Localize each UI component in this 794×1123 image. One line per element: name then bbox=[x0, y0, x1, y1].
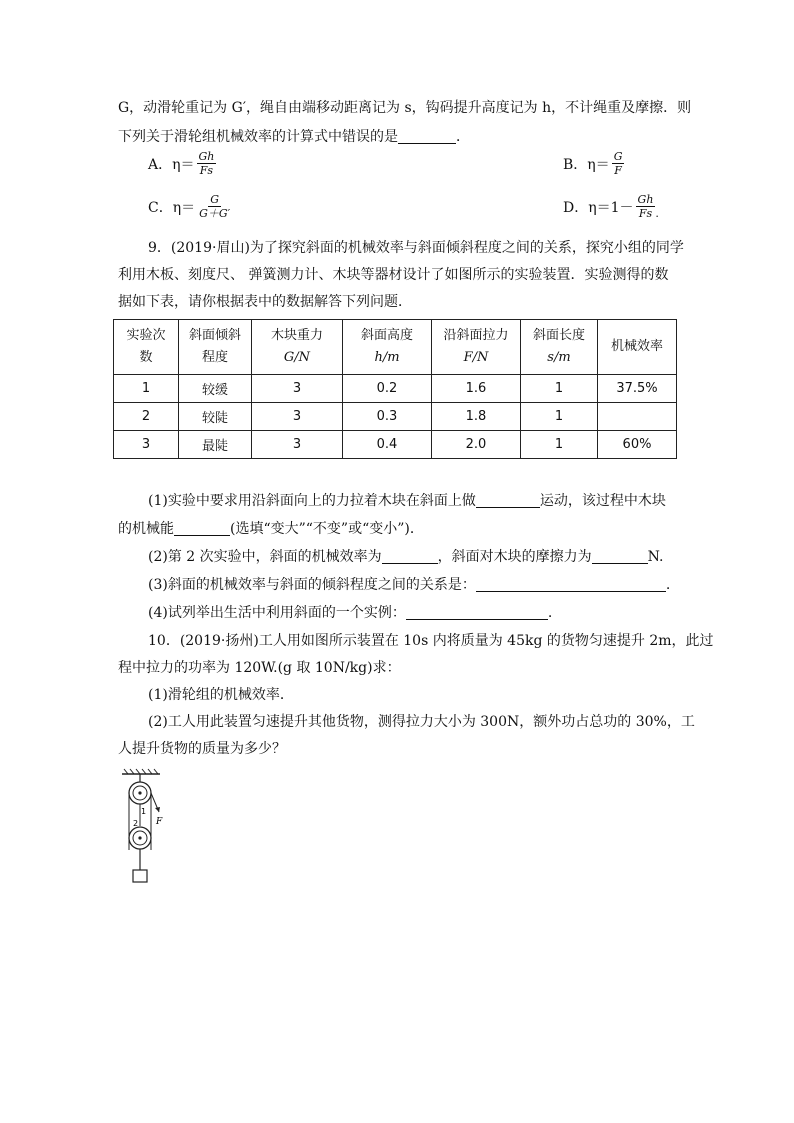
header-trial-line2: 数 bbox=[139, 350, 153, 365]
q9-sub1b-blank[interactable] bbox=[174, 520, 230, 536]
header-efficiency bbox=[598, 320, 677, 375]
table-cell: 3 bbox=[252, 403, 343, 431]
option-b-denominator: F bbox=[614, 164, 622, 177]
q9-line-3: 据如下表，请你根据表中的数据解答下列问题． bbox=[118, 294, 412, 310]
q8-option-b[interactable] bbox=[563, 150, 624, 177]
header-incline-line1: 斜面倾斜 bbox=[188, 328, 241, 343]
table-cell: 37.5% bbox=[598, 375, 677, 403]
header-length bbox=[521, 320, 598, 375]
ceiling-support bbox=[122, 769, 160, 782]
table-cell: 2 bbox=[114, 403, 179, 431]
table-cell: 最陡 bbox=[179, 431, 252, 459]
table-cell: 较陡 bbox=[179, 403, 252, 431]
q9-sub3-blank[interactable] bbox=[476, 576, 666, 592]
q8-answer-blank[interactable] bbox=[398, 128, 456, 144]
header-height-line1: 斜面高度 bbox=[360, 328, 413, 343]
header-length-line2: s/m bbox=[547, 350, 571, 365]
table-cell: 0.2 bbox=[343, 375, 432, 403]
option-d-end: . bbox=[655, 207, 659, 220]
header-weight bbox=[252, 320, 343, 375]
option-c-numerator: G bbox=[210, 193, 220, 206]
q8-line-1 bbox=[118, 97, 691, 119]
q9-sub1-text-b: 运动，该过程中木块 bbox=[539, 493, 666, 509]
header-trial bbox=[114, 320, 179, 375]
header-weight-line1: 木块重力 bbox=[270, 328, 323, 343]
table-cell: 0.4 bbox=[343, 431, 432, 459]
option-d-numerator: Gh bbox=[637, 193, 654, 206]
header-incline bbox=[179, 320, 252, 375]
table-cell: 60% bbox=[598, 431, 677, 459]
pulley1-label: 1 bbox=[141, 807, 147, 816]
q9-sub2-text-a: (2)第 2 次实验中，斜面的机械效率为 bbox=[148, 549, 382, 565]
q8-option-d[interactable] bbox=[563, 193, 659, 220]
q9-sub1 bbox=[148, 490, 666, 512]
option-a-fraction bbox=[197, 150, 217, 177]
option-c-label: C．η＝ bbox=[148, 199, 196, 216]
option-b-fraction bbox=[612, 150, 625, 177]
table-cell: 1.8 bbox=[432, 403, 521, 431]
q9-sub1b-text-b: (选填“变大”“不变”或“变小”)． bbox=[230, 521, 424, 537]
fixed-pulley bbox=[129, 782, 151, 804]
q10-sub2: (2)工人用此装置匀速提升其他货物，测得拉力大小为 300N，额外功占总功的 30%，工 bbox=[148, 714, 695, 730]
q9-sub2-blank-friction[interactable] bbox=[592, 548, 648, 564]
q10-line-2: 程中拉力的功率为 120W.(g 取 10N/kg)求： bbox=[118, 660, 401, 676]
q9-sub2-text-c: N. bbox=[647, 549, 664, 565]
q9-sub4-text-a: (4)试列举出生活中利用斜面的一个实例： bbox=[148, 605, 406, 621]
cargo-block bbox=[133, 870, 147, 882]
option-a-numerator: Gh bbox=[198, 150, 215, 163]
table-cell: 1 bbox=[521, 375, 598, 403]
table-header-row bbox=[114, 320, 677, 375]
table-cell: 2.0 bbox=[432, 431, 521, 459]
q9-sub4-blank[interactable] bbox=[406, 604, 548, 620]
pulley2-label: 2 bbox=[133, 819, 139, 828]
header-length-line1: 斜面长度 bbox=[532, 328, 585, 343]
table-cell: 0.3 bbox=[343, 403, 432, 431]
table-row bbox=[114, 431, 677, 459]
header-force bbox=[432, 320, 521, 375]
option-d-fraction bbox=[636, 193, 656, 220]
table-cell-efficiency-blank[interactable] bbox=[598, 403, 677, 431]
option-b-numerator: G bbox=[613, 150, 623, 163]
header-trial-line1: 实验次 bbox=[126, 328, 166, 343]
option-a-label: A．η＝ bbox=[148, 156, 195, 173]
q9-sub1-text-a: (1)实验中要求用沿斜面向上的力拉着木块在斜面上做 bbox=[148, 493, 476, 509]
q9-sub2 bbox=[148, 546, 663, 568]
q9-sub2-blank-efficiency[interactable] bbox=[382, 548, 438, 564]
pulley-system-figure bbox=[118, 768, 178, 886]
q8-line-1-text: G，动滑轮重记为 G′，绳自由端移动距离记为 s，钩码提升高度记为 h，不计绳重及摩擦．则 bbox=[118, 100, 692, 116]
option-c-denominator: G＋G′ bbox=[199, 207, 231, 220]
table-cell: 1 bbox=[114, 375, 179, 403]
header-height-line2: h/m bbox=[374, 350, 400, 365]
q9-sub4-text-b: . bbox=[547, 605, 553, 621]
experiment-table bbox=[113, 319, 677, 459]
table-row bbox=[114, 375, 677, 403]
table-cell: 3 bbox=[252, 375, 343, 403]
q9-line-2: 利用木板、刻度尺、 弹簧测力计、木块等器材设计了如图所示的实验装置．实验测得的数 bbox=[118, 267, 669, 283]
force-label: F bbox=[156, 817, 163, 827]
q9-sub3-text-b: . bbox=[665, 577, 671, 593]
q9-sub1-continued bbox=[118, 518, 424, 540]
header-incline-line2: 程度 bbox=[201, 350, 228, 365]
header-force-line2: F/N bbox=[463, 350, 489, 365]
header-weight-line2: G/N bbox=[283, 350, 311, 365]
q9-sub3-text-a: (3)斜面的机械效率与斜面的倾斜程度之间的关系是： bbox=[148, 577, 476, 593]
table-row bbox=[114, 403, 677, 431]
q8-line-2 bbox=[118, 126, 470, 148]
header-height bbox=[343, 320, 432, 375]
table-cell: 3 bbox=[114, 431, 179, 459]
q9-sub1b-text-a: 的机械能 bbox=[118, 521, 174, 537]
q9-line-1: 9．(2019·眉山)为了探究斜面的机械效率与斜面倾斜程度之间的关系，探究小组的同学 bbox=[148, 240, 684, 256]
movable-pulley bbox=[129, 827, 151, 870]
q9-sub1-blank[interactable] bbox=[476, 492, 540, 508]
q9-sub4 bbox=[148, 602, 552, 624]
q10-sub2-continued: 人提升货物的质量为多少？ bbox=[118, 741, 286, 757]
q9-sub3 bbox=[148, 574, 670, 596]
header-force-line1: 沿斜面拉力 bbox=[443, 328, 509, 343]
table-cell: 较缓 bbox=[179, 375, 252, 403]
q8-option-a[interactable] bbox=[148, 150, 216, 177]
table-cell: 1 bbox=[521, 403, 598, 431]
option-d-denominator: Fs bbox=[638, 207, 653, 220]
q8-option-c[interactable] bbox=[148, 193, 232, 220]
option-c-fraction bbox=[197, 193, 232, 220]
q10-line-1: 10．(2019·扬州)工人用如图所示装置在 10s 内将质量为 45kg 的货物匀速提升 2m，此过 bbox=[148, 633, 714, 649]
option-d-label: D．η＝1－ bbox=[563, 199, 634, 216]
q8-line-2-end: ． bbox=[456, 129, 470, 145]
table-cell: 1 bbox=[521, 431, 598, 459]
table-cell: 1.6 bbox=[432, 375, 521, 403]
header-efficiency-text: 机械效率 bbox=[610, 339, 663, 354]
q8-line-2-text: 下列关于滑轮组机械效率的计算式中错误的是 bbox=[118, 129, 398, 145]
option-a-denominator: Fs bbox=[199, 164, 214, 177]
q9-sub2-text-b: ，斜面对木块的摩擦力为 bbox=[437, 549, 592, 565]
option-b-label: B．η＝ bbox=[563, 156, 610, 173]
table-cell: 3 bbox=[252, 431, 343, 459]
q10-sub1: (1)滑轮组的机械效率． bbox=[148, 687, 294, 703]
